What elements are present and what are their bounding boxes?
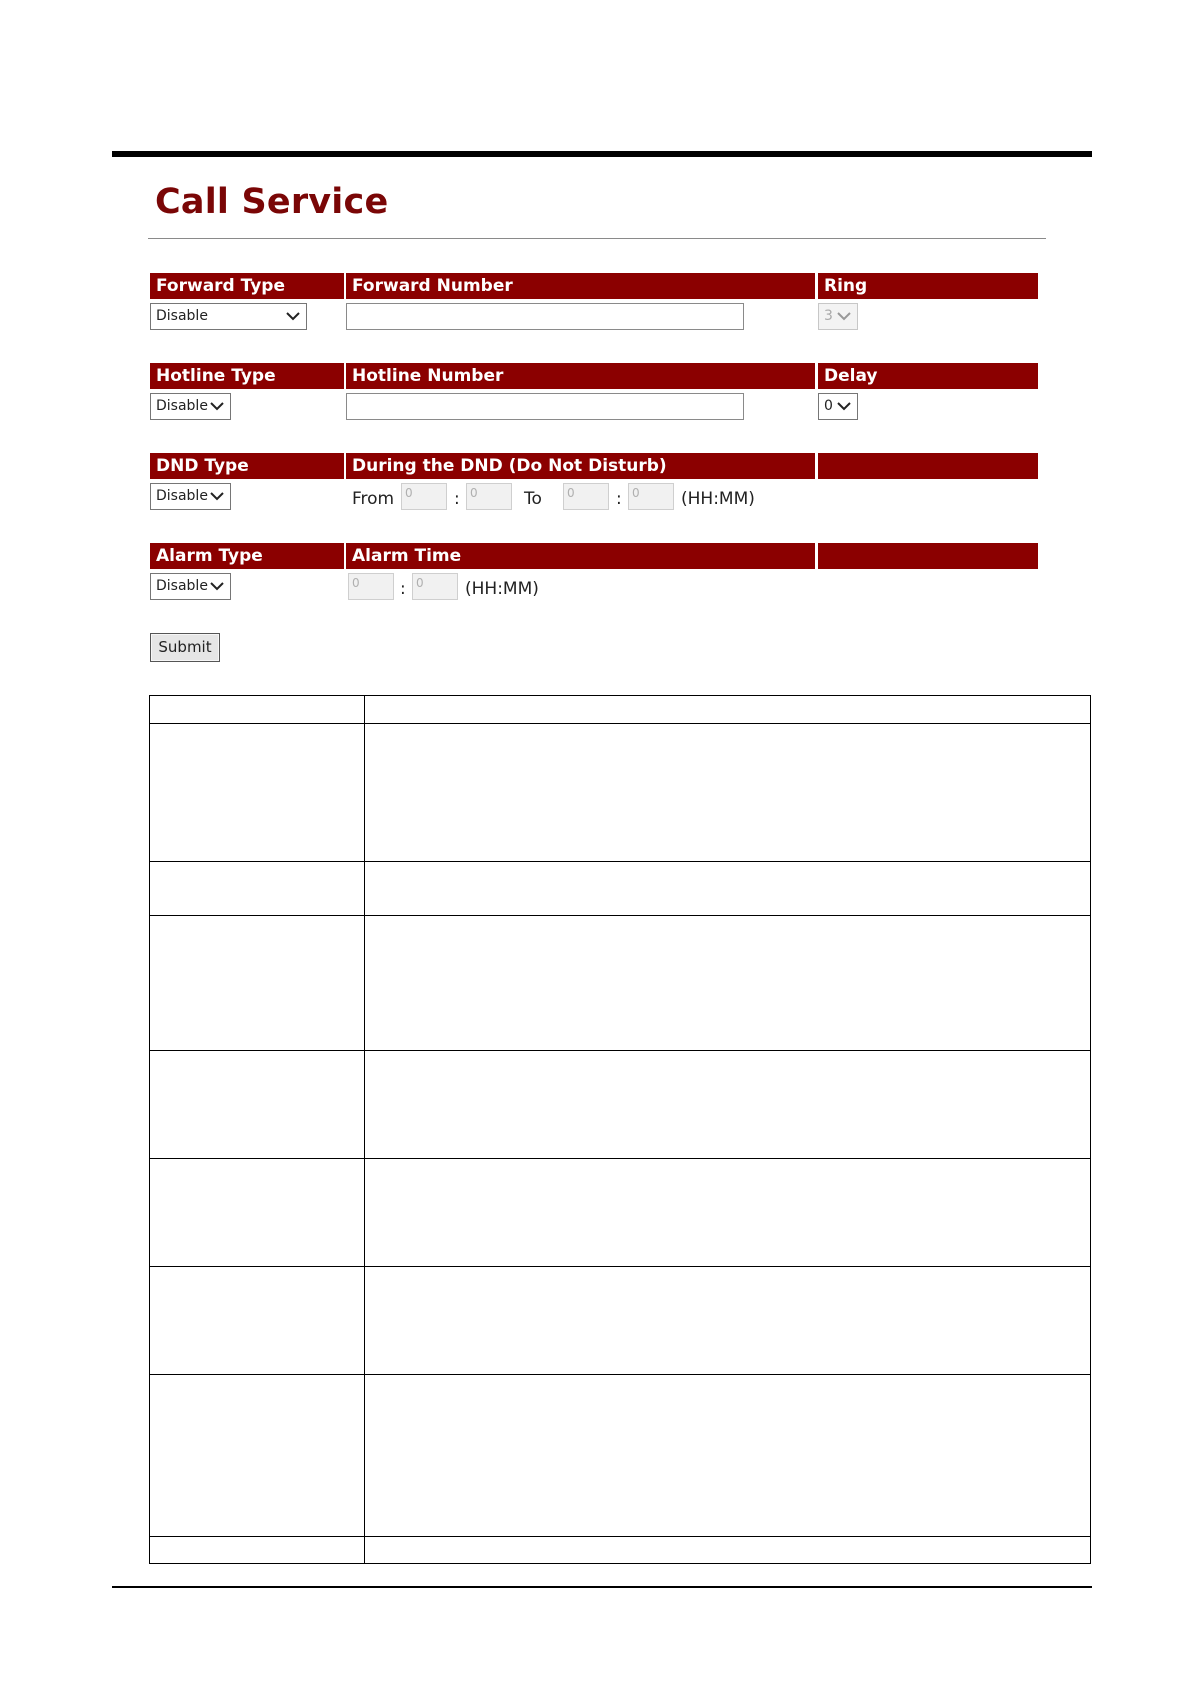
dnd-extra-header: [818, 453, 1038, 479]
chevron-down-icon: [836, 308, 852, 324]
alarm-format-label: (HH:MM): [465, 579, 539, 599]
forward-type-value: Disable: [156, 308, 208, 324]
chevron-down-icon: [285, 308, 301, 324]
alarm-type-value: Disable: [156, 578, 208, 594]
table-row: [150, 1375, 1091, 1537]
table-row: [150, 916, 1091, 1051]
hotline-number-input[interactable]: [346, 393, 744, 420]
alarm-separator: :: [400, 579, 406, 599]
forward-number-header: Forward Number: [346, 273, 815, 299]
dnd-from-hour-input[interactable]: 0: [401, 483, 447, 510]
ring-value: 3: [824, 308, 833, 324]
description-table: [149, 695, 1090, 1564]
table-cell: [365, 1537, 1091, 1564]
table-cell: [150, 1051, 365, 1159]
table-cell: [365, 1051, 1091, 1159]
table-row: [150, 724, 1091, 862]
alarm-extra-header: [818, 543, 1038, 569]
hotline-type-header: Hotline Type: [150, 363, 344, 389]
hotline-number-header: Hotline Number: [346, 363, 815, 389]
alarm-type-header: Alarm Type: [150, 543, 344, 569]
forward-number-input[interactable]: [346, 303, 744, 330]
hotline-type-value: Disable: [156, 398, 208, 414]
table-row: [150, 862, 1091, 916]
delay-value: 0: [824, 398, 833, 414]
alarm-type-select[interactable]: [150, 573, 231, 600]
table-cell: [365, 724, 1091, 862]
title-divider: [148, 238, 1046, 239]
table-cell: [365, 862, 1091, 916]
ring-header: Ring: [818, 273, 1038, 299]
table-cell: [150, 916, 365, 1051]
table-cell: [150, 862, 365, 916]
alarm-hour-input[interactable]: 0: [348, 573, 394, 600]
top-rule: [112, 151, 1092, 157]
table-cell: [150, 724, 365, 862]
dnd-during-header: During the DND (Do Not Disturb): [346, 453, 815, 479]
table-cell: [365, 1375, 1091, 1537]
table-cell: [150, 1159, 365, 1267]
chevron-down-icon: [209, 488, 225, 504]
table-cell: [150, 1537, 365, 1564]
bottom-rule: [112, 1586, 1092, 1588]
table-row: [150, 1051, 1091, 1159]
dnd-format-label: (HH:MM): [681, 489, 755, 509]
alarm-minute-input[interactable]: 0: [412, 573, 458, 600]
dnd-type-select[interactable]: [150, 483, 231, 510]
hotline-type-select[interactable]: [150, 393, 231, 420]
dnd-from-separator: :: [454, 489, 460, 509]
dnd-type-value: Disable: [156, 488, 208, 504]
delay-select[interactable]: [818, 393, 858, 420]
table-row: [150, 696, 1091, 724]
dnd-to-separator: :: [616, 489, 622, 509]
table-row: [150, 1537, 1091, 1564]
table-cell: [150, 1267, 365, 1375]
page-title: Call Service: [155, 182, 389, 222]
table-row: [150, 1267, 1091, 1375]
table-cell: [365, 696, 1091, 724]
delay-header: Delay: [818, 363, 1038, 389]
table-cell: [365, 1159, 1091, 1267]
dnd-to-label: To: [524, 489, 542, 509]
submit-button[interactable]: Submit: [150, 633, 220, 662]
dnd-to-minute-input[interactable]: 0: [628, 483, 674, 510]
table-cell: [150, 696, 365, 724]
forward-type-header: Forward Type: [150, 273, 344, 299]
forward-type-select[interactable]: [150, 303, 307, 330]
dnd-from-minute-input[interactable]: 0: [466, 483, 512, 510]
alarm-time-header: Alarm Time: [346, 543, 815, 569]
table-cell: [365, 916, 1091, 1051]
dnd-from-label: From: [352, 489, 395, 509]
chevron-down-icon: [836, 398, 852, 414]
dnd-type-header: DND Type: [150, 453, 344, 479]
chevron-down-icon: [209, 578, 225, 594]
ring-select[interactable]: [818, 303, 858, 330]
dnd-to-hour-input[interactable]: 0: [563, 483, 609, 510]
table-cell: [365, 1267, 1091, 1375]
chevron-down-icon: [209, 398, 225, 414]
table-row: [150, 1159, 1091, 1267]
table-cell: [150, 1375, 365, 1537]
